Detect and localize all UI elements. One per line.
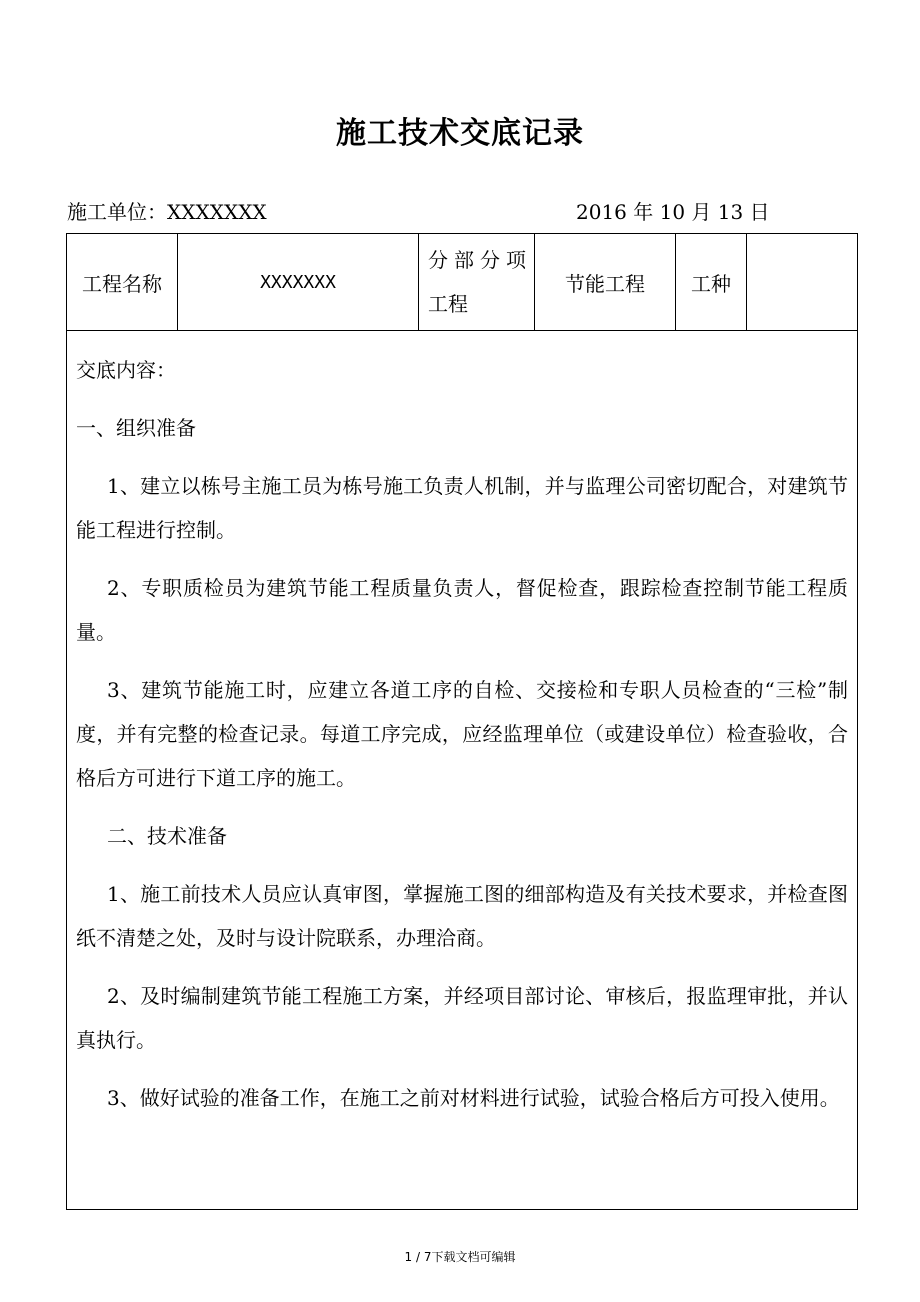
section-title-organization: 一、组织准备 [76, 416, 196, 440]
subdivision-label-line1: 分部分项 [428, 248, 532, 272]
construction-unit: 施工单位：XXXXXXX [67, 200, 267, 224]
project-name-label: 工程名称 [82, 271, 162, 296]
trade-value [746, 234, 857, 330]
list-item: 3、建筑节能施工时，应建立各道工序的自检、交接检和专职人员检查的“三检”制度，并有完整的检查记录。每道工序完成，应经监理单位（或建设单位）检查验收，合格后方可进行下道工序的施工。 [76, 678, 848, 790]
briefing-content [76, 348, 848, 1134]
project-name-value: XXXXXXX [177, 234, 418, 330]
document-title: 施工技术交底记录 [336, 116, 584, 151]
subdivision-label [418, 234, 534, 330]
record-table [66, 233, 858, 1210]
list-item: 2、及时编制建筑节能工程施工方案，并经项目部讨论、审核后，报监理审批，并认真执行。 [76, 984, 848, 1052]
list-item: 2、专职质检员为建筑节能工程质量负责人，督促检查，跟踪检查控制节能工程质量。 [76, 576, 848, 644]
table-header-row [67, 234, 857, 331]
list-item: 1、建立以栋号主施工员为栋号施工负责人机制，并与监理公司密切配合，对建筑节能工程进行控制。 [76, 474, 848, 542]
content-heading: 交底内容： [76, 358, 176, 382]
document-date: 2016 年 10 月 13 日 [576, 200, 770, 224]
section-title-technical: 二、技术准备 [107, 824, 227, 848]
list-item: 1、施工前技术人员应认真审图，掌握施工图的细部构造及有关技术要求，并检查图纸不清楚之处，及时与设计院联系，办理洽商。 [76, 882, 848, 950]
subdivision-label-line2: 工程 [428, 292, 468, 316]
trade-label: 工种 [675, 234, 746, 330]
page-footer: 1 / 7下载文档可编辑 [404, 1250, 516, 1264]
list-item: 3、做好试验的准备工作，在施工之前对材料进行试验，试验合格后方可投入使用。 [107, 1086, 840, 1110]
subdivision-value: 节能工程 [534, 234, 675, 330]
